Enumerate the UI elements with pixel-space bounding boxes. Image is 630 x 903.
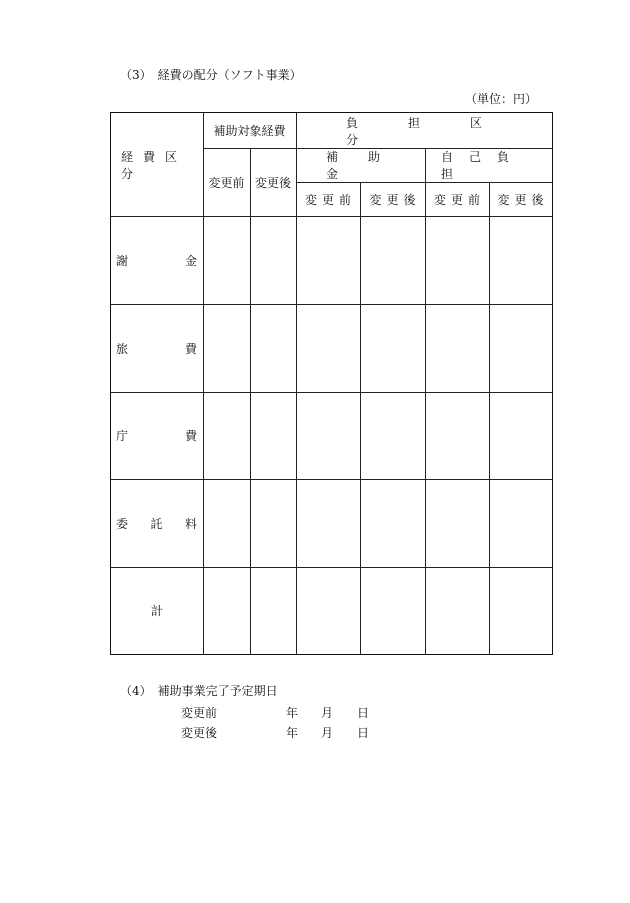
header-self-before: 変更前: [433, 192, 485, 207]
expense-allocation-table: [110, 112, 553, 655]
row-label-travel: 旅 費: [116, 341, 197, 356]
section-3-title: （3） 経費の配分（ソフト事業）: [120, 68, 302, 82]
date-after-day: 日: [357, 726, 370, 740]
date-after-month: 月: [321, 726, 334, 740]
header-target-after: 変更後: [254, 175, 291, 190]
row-label-honorarium: 謝 金: [116, 253, 197, 268]
completion-date-before: [0, 704, 630, 720]
header-subsidy-after: 変更後: [369, 192, 421, 207]
header-expense-category: 経費区分: [121, 149, 188, 181]
header-self-burden: 自己負担: [441, 150, 526, 181]
row-label-total: 計: [150, 604, 163, 618]
date-before-label: 変更前: [181, 706, 218, 720]
date-after-label: 変更後: [181, 726, 218, 740]
date-after-year: 年: [286, 726, 299, 740]
date-before-year: 年: [286, 706, 299, 720]
date-before-month: 月: [321, 706, 334, 720]
unit-note: （単位：円）: [464, 92, 537, 106]
header-subsidy-target-expense: 補助対象経費: [213, 124, 286, 138]
section-4-title: （4） 補助事業完了予定期日: [120, 684, 278, 698]
header-subsidy: 補助金: [326, 150, 411, 181]
row-label-office: 庁 費: [116, 429, 197, 443]
header-subsidy-before: 変更前: [304, 192, 356, 207]
date-before-day: 日: [357, 706, 370, 720]
header-target-before: 変更前: [208, 175, 245, 190]
row-label-commission: 委 託 料: [116, 516, 197, 531]
completion-date-after: [0, 724, 630, 740]
header-burden-category: 負担区分: [346, 115, 533, 147]
header-self-after: 変更後: [497, 192, 549, 207]
